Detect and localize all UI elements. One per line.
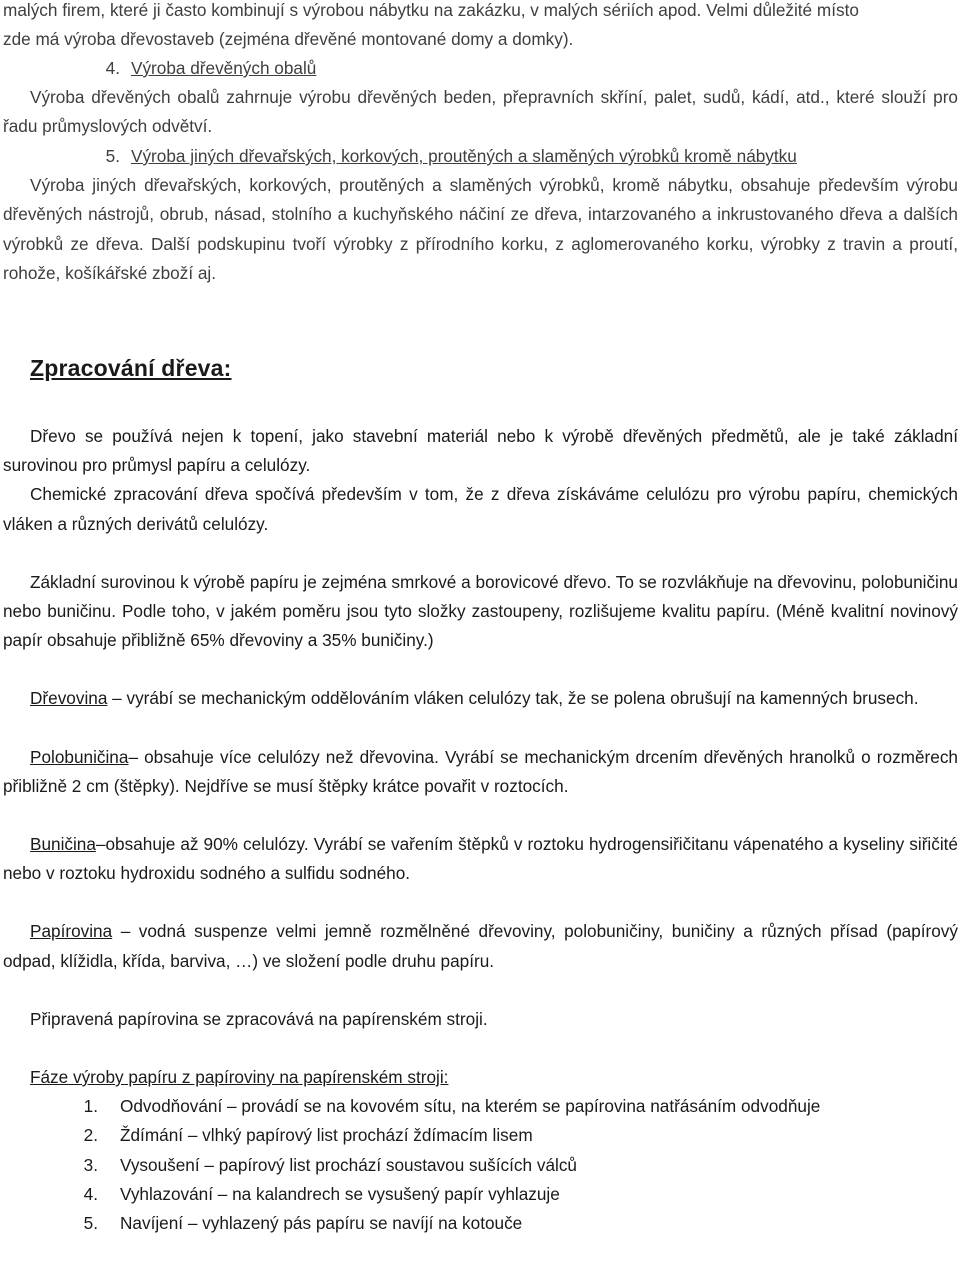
term-papirovina-text: – vodná suspenze velmi jemně rozmělněné dřevoviny, polobuničiny, buničiny a různých přísad (papírový odpad, klížidla, křída, barviva, …) ve složení podle druhu papíru. [3, 921, 958, 971]
term-drevovina-text: – vyrábí se mechanickým oddělováním vláken celulózy tak, že se polena obrušují na kamenných brusech. [107, 688, 919, 709]
list-item [3, 1180, 958, 1209]
list-item-text: Odvodňování – provádí se na kovovém sítu, na kterém se papírovina natřásáním odvodňuje [120, 1096, 821, 1117]
item-5-text: Výroba jiných dřevařských, korkových, proutěných a slaměných výrobků, kromě nábytku, obsahuje především výrobu dřevěných nástrojů, obrub, násad, stolního a kuchyňského náčiní ze dřeva, intarzovaného a inkrustovaného dřeva a dalších výrobků ze dřeva. Další podskupinu tvoří výrobky z přírodního korku, z aglomerovaného korku, výrobky z travin a proutí, rohože, košíkářské zboží aj. [3, 175, 958, 283]
item-4-title: Výroba dřevěných obalů [131, 58, 317, 78]
list-item-number: 1. [83, 1096, 98, 1117]
list-item-number: 3. [83, 1154, 98, 1175]
list-item [3, 1092, 958, 1121]
paragraph-3: Základní surovinou k výrobě papíru je zejména smrkové a borovicové dřevo. To se rozvlákňuje na dřevovinu, polobuničinu nebo buničinu. Podle toho, v jakém poměru jsou tyto složky zastoupeny, rozlišujeme kvalitu papíru. (Méně kvalitní novinový papír obsahuje přibližně 65% dřevoviny a 35% buničiny.) [3, 571, 958, 651]
intro-line-2: zde má výroba dřevostaveb (zejména dřevěné montované domy a domky). [3, 29, 574, 50]
term-bunicina-text: –obsahuje až 90% celulózy. Vyrábí se vařením štěpků v roztoku hydrogensiřičitanu vápenatého a kyseliny siřičité nebo v roztoku hydroxidu sodného a sulfidu sodného. [3, 834, 958, 884]
term-polobunicina-label: Polobuničina [30, 746, 129, 767]
list-item-number: 4. [83, 1183, 98, 1204]
intro-paragraph [3, 0, 958, 54]
item-4-heading [3, 54, 958, 83]
term-bunicina [3, 830, 958, 888]
term-papirovina-label: Papírovina [30, 921, 113, 942]
term-polobunicina-text: – obsahuje více celulózy než dřevovina. Vyrábí se mechanickým drcením dřevěných hranolků o rozměrech přibližně 2 cm (štěpky). Nejdříve se musí štěpky krátce povařit v roztocích. [3, 746, 958, 796]
section-body [3, 422, 958, 1238]
list-item [3, 1121, 958, 1150]
list-item-text: Ždímání – vlhký papírový list prochází ždímacím lisem [120, 1125, 533, 1146]
list-item-text: Vysoušení – papírový list prochází soustavou sušících válců [120, 1154, 577, 1175]
item-4-number: 4. [105, 58, 120, 78]
section-heading: Zpracování dřeva: [30, 355, 232, 381]
item-5-heading [3, 142, 958, 171]
phases-title-text: Fáze výroby papíru z papíroviny na papírenském stroji: [30, 1067, 449, 1088]
term-bunicina-label: Buničina [30, 834, 96, 855]
list-item [3, 1151, 958, 1180]
phases-list [3, 1092, 958, 1238]
list-item [3, 1209, 958, 1238]
phases-title [3, 1063, 958, 1092]
item-4-text: Výroba dřevěných obalů zahrnuje výrobu dřevěných beden, přepravních skříní, palet, sudů, kádí, atd., které slouží pro řadu průmyslových odvětví. [3, 87, 958, 137]
intro-line-1: malých firem, které ji často kombinují s výrobou nábytku na zakázku, v malých sériích apod. Velmi důležité místo [3, 0, 859, 20]
paragraph-4: Připravená papírovina se zpracovává na papírenském stroji. [30, 1008, 488, 1029]
item-5-number: 5. [105, 146, 120, 166]
term-polobunicina [3, 743, 958, 801]
paragraph-1: Dřevo se používá nejen k topení, jako stavební materiál nebo k výrobě dřevěných předmětů, ale je také základní surovinou pro průmysl papíru a celulózy. [3, 426, 958, 476]
list-item-text: Vyhlazování – na kalandrech se vysušený papír vyhlazuje [120, 1183, 560, 1204]
item-5-title: Výroba jiných dřevařských, korkových, proutěných a slaměných výrobků kromě nábytku [131, 146, 797, 166]
term-drevovina-label: Dřevovina [30, 688, 108, 709]
item-4 [3, 54, 958, 142]
list-item-number: 2. [83, 1125, 98, 1146]
item-5 [3, 142, 958, 288]
term-drevovina [3, 684, 958, 713]
list-item-text: Navíjení – vyhlazený pás papíru se navíjí na kotouče [120, 1213, 523, 1234]
term-papirovina [3, 917, 958, 975]
paragraph-2: Chemické zpracování dřeva spočívá především v tom, že z dřeva získáváme celulózu pro výrobu papíru, chemických vláken a různých derivátů celulózy. [3, 484, 958, 534]
list-item-number: 5. [83, 1213, 98, 1234]
